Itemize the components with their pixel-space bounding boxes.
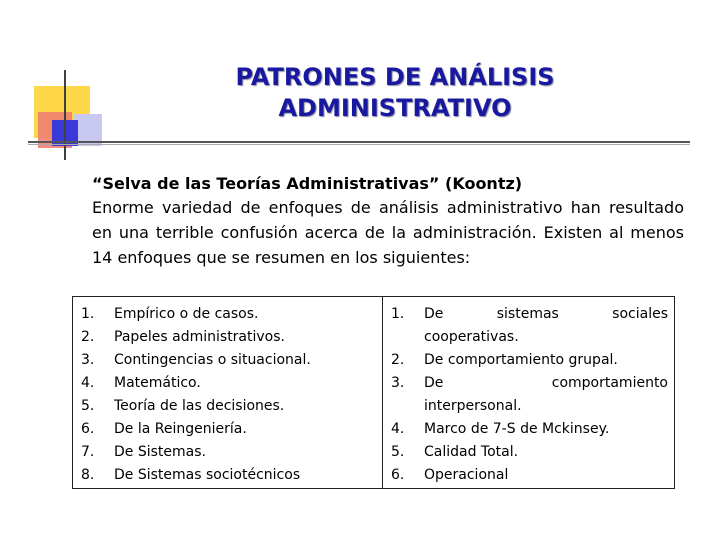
decor-vertical-line	[64, 70, 66, 160]
list-text: De Sistemas sociotécnicos	[114, 467, 301, 483]
list-item	[389, 349, 668, 372]
right-list	[383, 297, 674, 488]
list-item	[389, 418, 668, 441]
list-number: 3.	[81, 352, 95, 368]
slide-title-line2: ADMINISTRATIVO	[278, 94, 512, 122]
list-item	[389, 464, 668, 487]
list-text: De la Reingeniería.	[114, 421, 247, 437]
list-number: 5.	[81, 398, 95, 414]
list-text: Teoría de las decisiones.	[114, 398, 285, 414]
slide-title	[190, 62, 600, 124]
list-text: Operacional	[424, 467, 509, 483]
list-text-line: cooperativas.	[424, 329, 519, 345]
list-text: Empírico o de casos.	[114, 306, 259, 322]
list-text	[424, 303, 668, 349]
list-text: Contingencias o situacional.	[114, 352, 311, 368]
title-divider	[28, 141, 690, 143]
list-item	[79, 349, 376, 372]
list-item	[79, 326, 376, 349]
list-number: 2.	[81, 329, 95, 345]
list-number: 7.	[81, 444, 95, 460]
list-text: Marco de 7-S de Mckinsey.	[424, 421, 610, 437]
list-item	[79, 418, 376, 441]
list-text-line: De sistemas sociales	[424, 306, 668, 322]
title-divider-shadow	[28, 144, 690, 145]
list-item	[79, 372, 376, 395]
list-number: 1.	[391, 306, 405, 322]
slide-body-text: Enorme variedad de enfoques de análisis administrativo han resultado en una terrible confusión acerca de la administración. Existen al menos 14 enfoques que se resumen en los siguientes:	[92, 198, 684, 267]
list-number: 6.	[391, 467, 405, 483]
list-number: 4.	[81, 375, 95, 391]
list-item	[389, 441, 668, 464]
list-text: De Sistemas.	[114, 444, 206, 460]
list-item	[79, 303, 376, 326]
list-item	[79, 441, 376, 464]
list-number: 8.	[81, 467, 95, 483]
list-item	[389, 372, 668, 418]
list-item	[79, 395, 376, 418]
list-number: 5.	[391, 444, 405, 460]
left-list	[73, 297, 383, 488]
list-text: Calidad Total.	[424, 444, 519, 460]
list-item	[79, 464, 376, 487]
slide-subtitle: “Selva de las Teorías Administrativas” (Koontz)	[92, 174, 523, 193]
list-text-line: interpersonal.	[424, 398, 522, 414]
list-number: 2.	[391, 352, 405, 368]
list-number: 1.	[81, 306, 95, 322]
list-number: 3.	[391, 375, 405, 391]
list-text: Matemático.	[114, 375, 201, 391]
list-item	[389, 303, 668, 349]
list-number: 6.	[81, 421, 95, 437]
slide-title-line1: PATRONES DE ANÁLISIS	[235, 63, 555, 91]
list-text-line: De comportamiento	[424, 375, 668, 391]
approaches-table	[72, 296, 675, 489]
list-text: Papeles administrativos.	[114, 329, 285, 345]
list-text: De comportamiento grupal.	[424, 352, 618, 368]
list-text	[424, 372, 668, 418]
list-number: 4.	[391, 421, 405, 437]
